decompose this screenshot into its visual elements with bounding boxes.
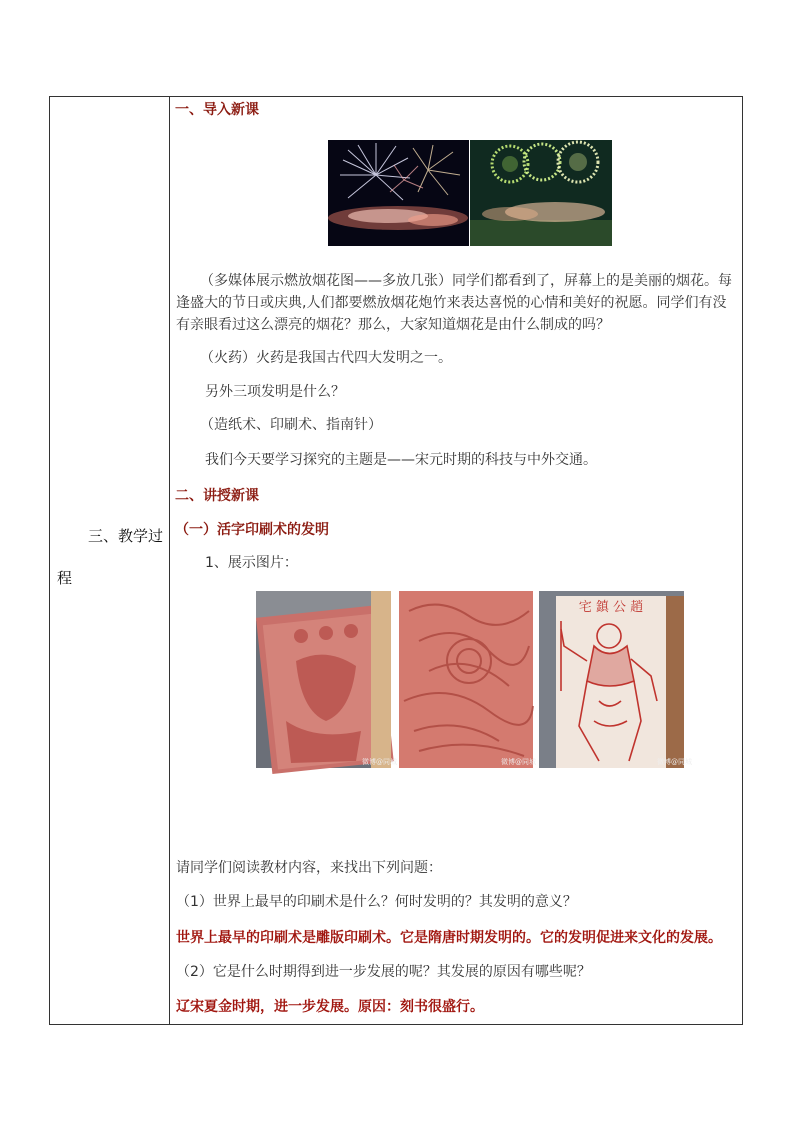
intro-paragraph-gunpowder: （火药）火药是我国古代四大发明之一。 — [200, 350, 452, 366]
intro-paragraph-line3: 有亲眼看过这么漂亮的烟花？那么，大家知道烟花是由什么制成的吗？ — [176, 317, 610, 333]
fireworks-image-1 — [328, 140, 469, 246]
print-image-door-god — [539, 591, 692, 768]
intro-paragraph-line1: （多媒体展示燃放烟花图——多放几张）同学们都看到了，屏幕上的是美丽的烟花。每 — [200, 273, 732, 289]
section-heading-new-lesson: 二、讲授新课 — [175, 488, 259, 504]
question-2: （2）它是什么时期得到进一步发展的呢？其发展的原因有哪些呢？ — [176, 964, 591, 980]
step-show-images: 1、展示图片： — [205, 555, 298, 571]
intro-paragraph-answer: （造纸术、印刷术、指南针） — [200, 417, 382, 433]
woodblock-image-1 — [256, 591, 397, 768]
section-heading-intro: 一、导入新课 — [175, 102, 259, 118]
answer-1: 世界上最早的印刷术是雕版印刷术。它是隋唐时期发明的。它的发明促进来文化的发展。 — [176, 930, 722, 946]
intro-paragraph-question: 另外三项发明是什么？ — [205, 384, 345, 400]
question-1: （1）世界上最早的印刷术是什么？何时发明的？其发明的意义？ — [176, 894, 577, 910]
fireworks-image-2 — [470, 140, 612, 246]
left-column-label-line2: 程 — [57, 569, 73, 587]
subheading-movable-type: （一）活字印刷术的发明 — [175, 522, 329, 538]
intro-paragraph-topic: 我们今天要学习探究的主题是——宋元时期的科技与中外交通。 — [205, 452, 597, 468]
left-column-label-line1: 三、教学过 — [88, 527, 164, 545]
watermark-1: 微博@同城 — [362, 758, 397, 766]
print-caption: 宅 鎮 公 趙 — [578, 600, 644, 615]
reading-instruction: 请同学们阅读教材内容，来找出下列问题： — [176, 860, 442, 876]
answer-2: 辽宋夏金时期，进一步发展。原因：刻书很盛行。 — [176, 999, 484, 1015]
intro-paragraph-line2: 逢盛大的节日或庆典,人们都要燃放烟花炮竹来表达喜悦的心情和美好的祝愿。同学们有没 — [176, 295, 727, 311]
watermark-3: 微博@同城 — [657, 758, 692, 766]
watermark-2: 微博@同城 — [501, 758, 536, 766]
woodblock-image-2 — [399, 591, 536, 768]
column-divider — [169, 97, 170, 1024]
